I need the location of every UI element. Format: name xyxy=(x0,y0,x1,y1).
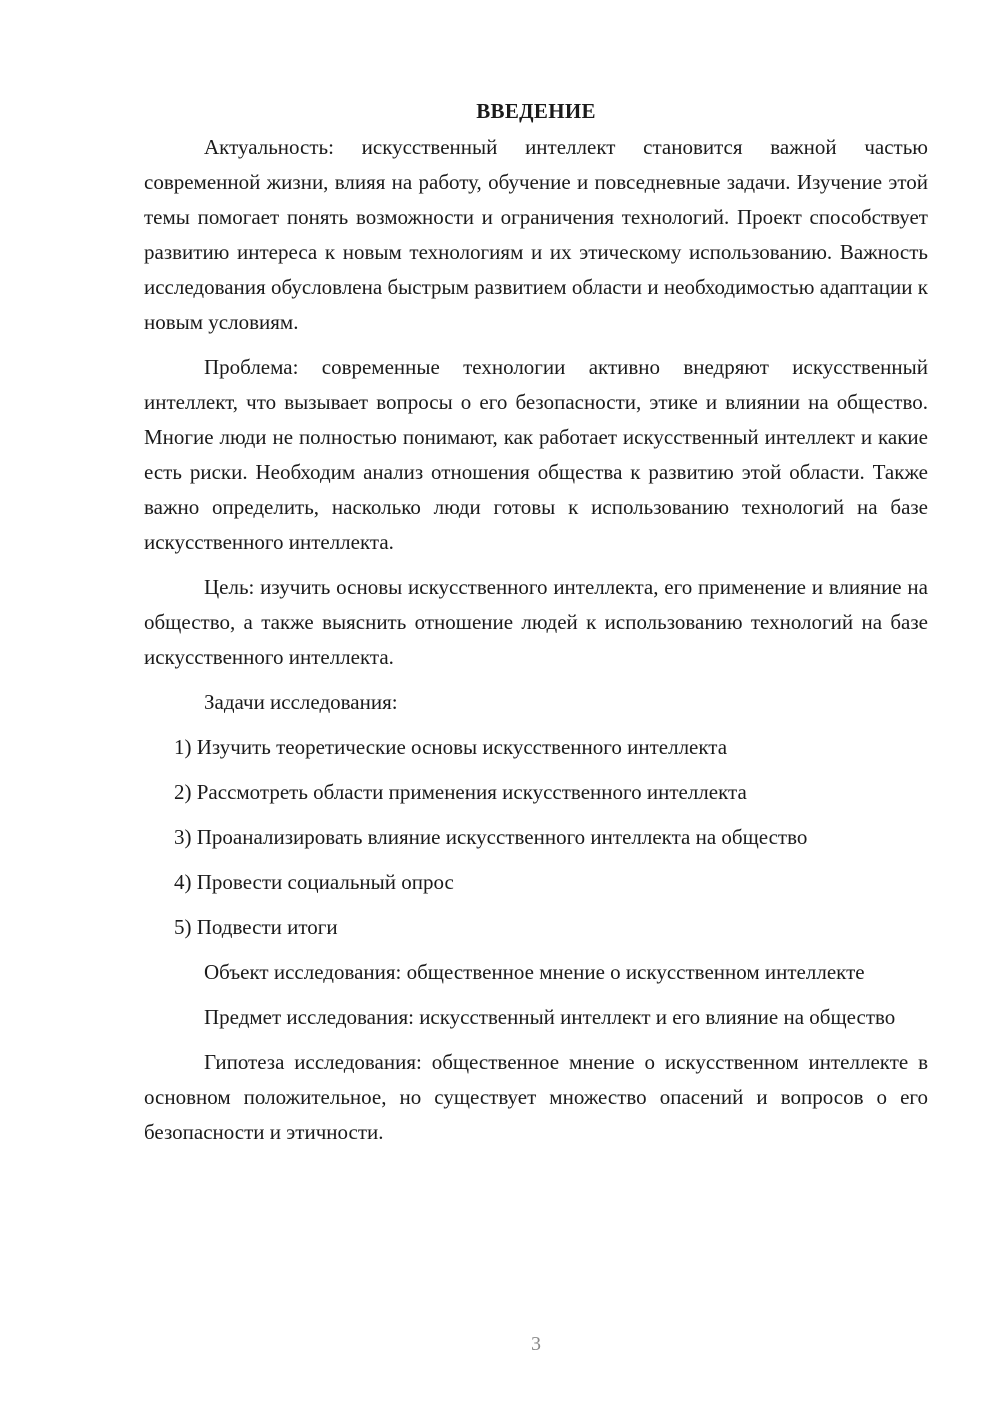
object-paragraph: Объект исследования: общественное мнение о искусственном интеллекте xyxy=(204,960,865,984)
goal-paragraph: Цель: изучить основы искусственного интеллекта, его применение и влияние на общество, а также выяснить отношение людей к использованию технологий на базе искусственного интеллекта. xyxy=(144,575,928,669)
page-title: ВВЕДЕНИЕ xyxy=(476,99,596,123)
task-item-2: 2) Рассмотреть области применения искусственного интеллекта xyxy=(174,780,747,804)
problem-paragraph: Проблема: современные технологии активно внедряют искусственный интеллект, что вызывает вопросы о его безопасности, этике и влиянии на общество. Многие люди не полностью понимают, как работает искусственный интеллект и какие есть риски. Необходим анализ отношения общества к развитию этой области. Также важно определить, насколько люди готовы к использованию технологий на базе искусственного интеллекта. xyxy=(144,355,928,554)
relevance-paragraph: Актуальность: искусственный интеллект становится важной частью современной жизни, влияя на работу, обучение и повседневные задачи. Изучение этой темы помогает понять возможности и ограничения технологий. Проект способствует развитию интереса к новым технологиям и их этическому использованию. Важность исследования обусловлена быстрым развитием области и необходимостью адаптации к новым условиям. xyxy=(144,135,928,334)
tasks-heading: Задачи исследования: xyxy=(204,690,398,714)
page-number: 3 xyxy=(531,1333,541,1355)
subject-paragraph: Предмет исследования: искусственный интеллект и его влияние на общество xyxy=(204,1005,896,1029)
task-list xyxy=(144,730,928,945)
task-item-1: 1) Изучить теоретические основы искусственного интеллекта xyxy=(174,735,728,759)
hypothesis-paragraph: Гипотеза исследования: общественное мнение о искусственном интеллекте в основном положительное, но существует множество опасений и вопросов о его безопасности и этичности. xyxy=(144,1050,928,1144)
task-item-3: 3) Проанализировать влияние искусственного интеллекта на общество xyxy=(174,825,808,849)
task-item-4: 4) Провести социальный опрос xyxy=(174,870,454,894)
task-item-5: 5) Подвести итоги xyxy=(174,915,338,939)
document-page xyxy=(144,96,928,1160)
